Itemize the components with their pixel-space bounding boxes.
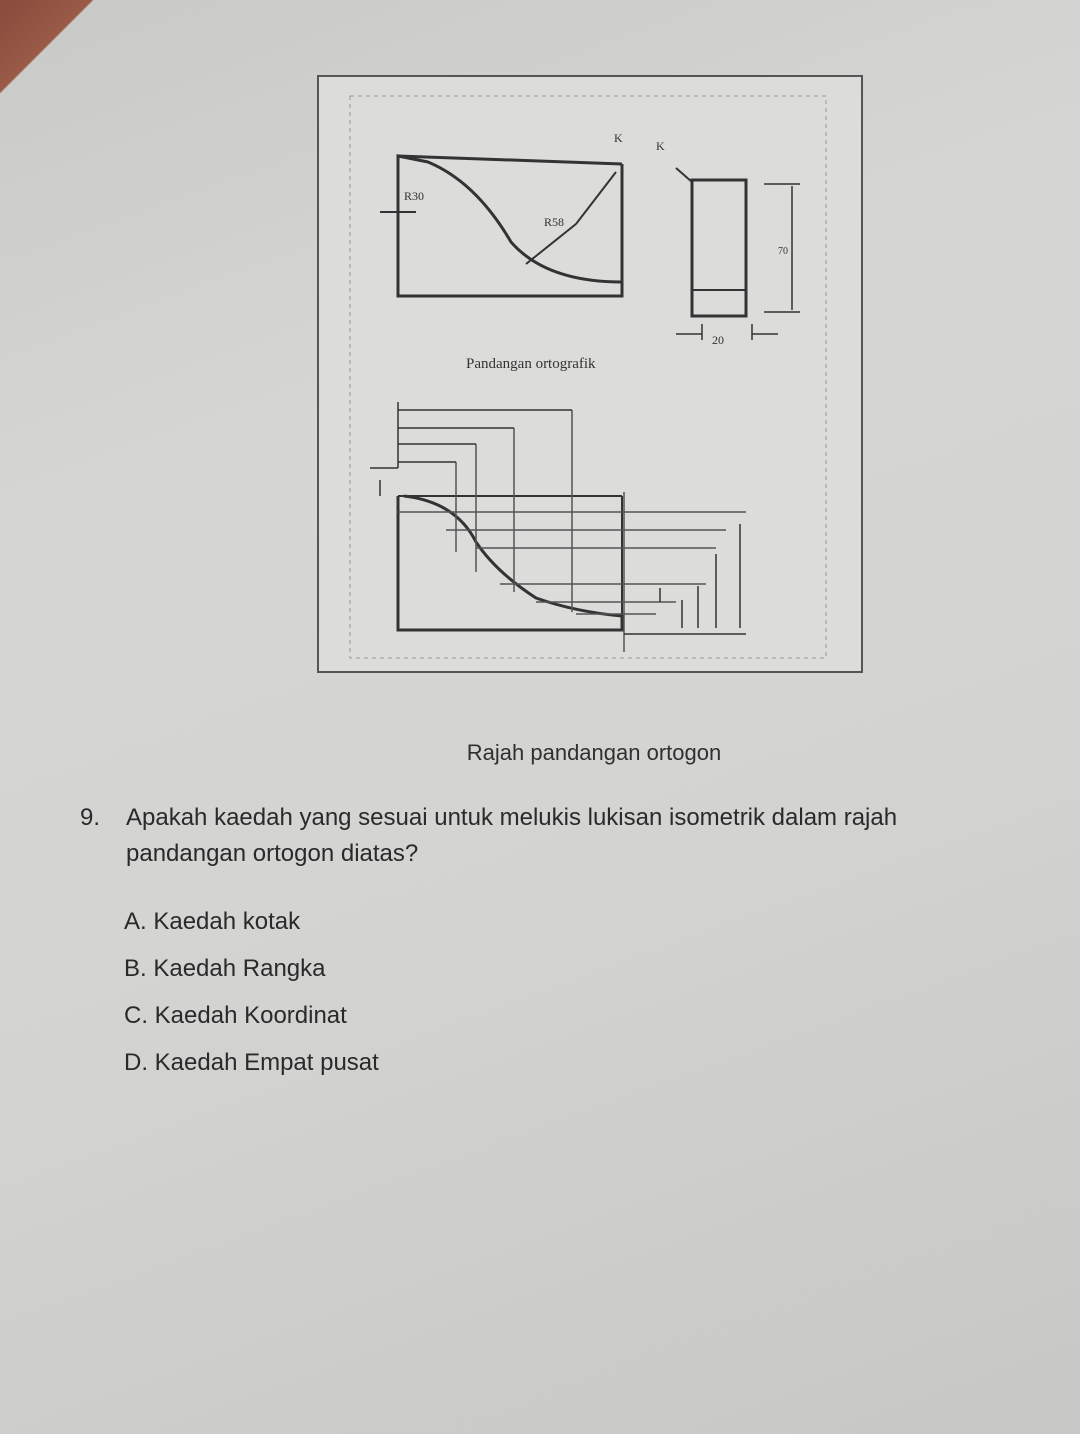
height-dimension: 70 bbox=[778, 246, 788, 257]
option-d: D. Kaedah Empat pusat bbox=[124, 1049, 379, 1076]
figure-drawing bbox=[316, 72, 864, 674]
option-b: B. Kaedah Rangka bbox=[124, 955, 326, 982]
point-label-k2: K bbox=[656, 139, 665, 153]
answer-options bbox=[124, 902, 379, 1090]
figure-caption: Rajah pandangan ortogon bbox=[466, 740, 722, 765]
option-c: C. Kaedah Koordinat bbox=[124, 1002, 347, 1029]
table-corner-background bbox=[0, 0, 110, 120]
figure-border bbox=[318, 76, 862, 672]
question-number: 9. bbox=[80, 804, 101, 831]
radius-label-left: R30 bbox=[404, 189, 425, 203]
radius-label-right: R58 bbox=[544, 215, 565, 229]
question-text: Apakah kaedah yang sesuai untuk melukis lukisan isometrik dalam rajah pandangan ortogon diatas? bbox=[126, 804, 898, 867]
top-view-caption: Pandangan ortografik bbox=[466, 356, 596, 372]
width-dimension: 20 bbox=[712, 333, 724, 347]
point-label-k1: K bbox=[614, 131, 623, 145]
orthographic-figure bbox=[316, 72, 864, 674]
option-a: A. Kaedah kotak bbox=[124, 908, 301, 935]
